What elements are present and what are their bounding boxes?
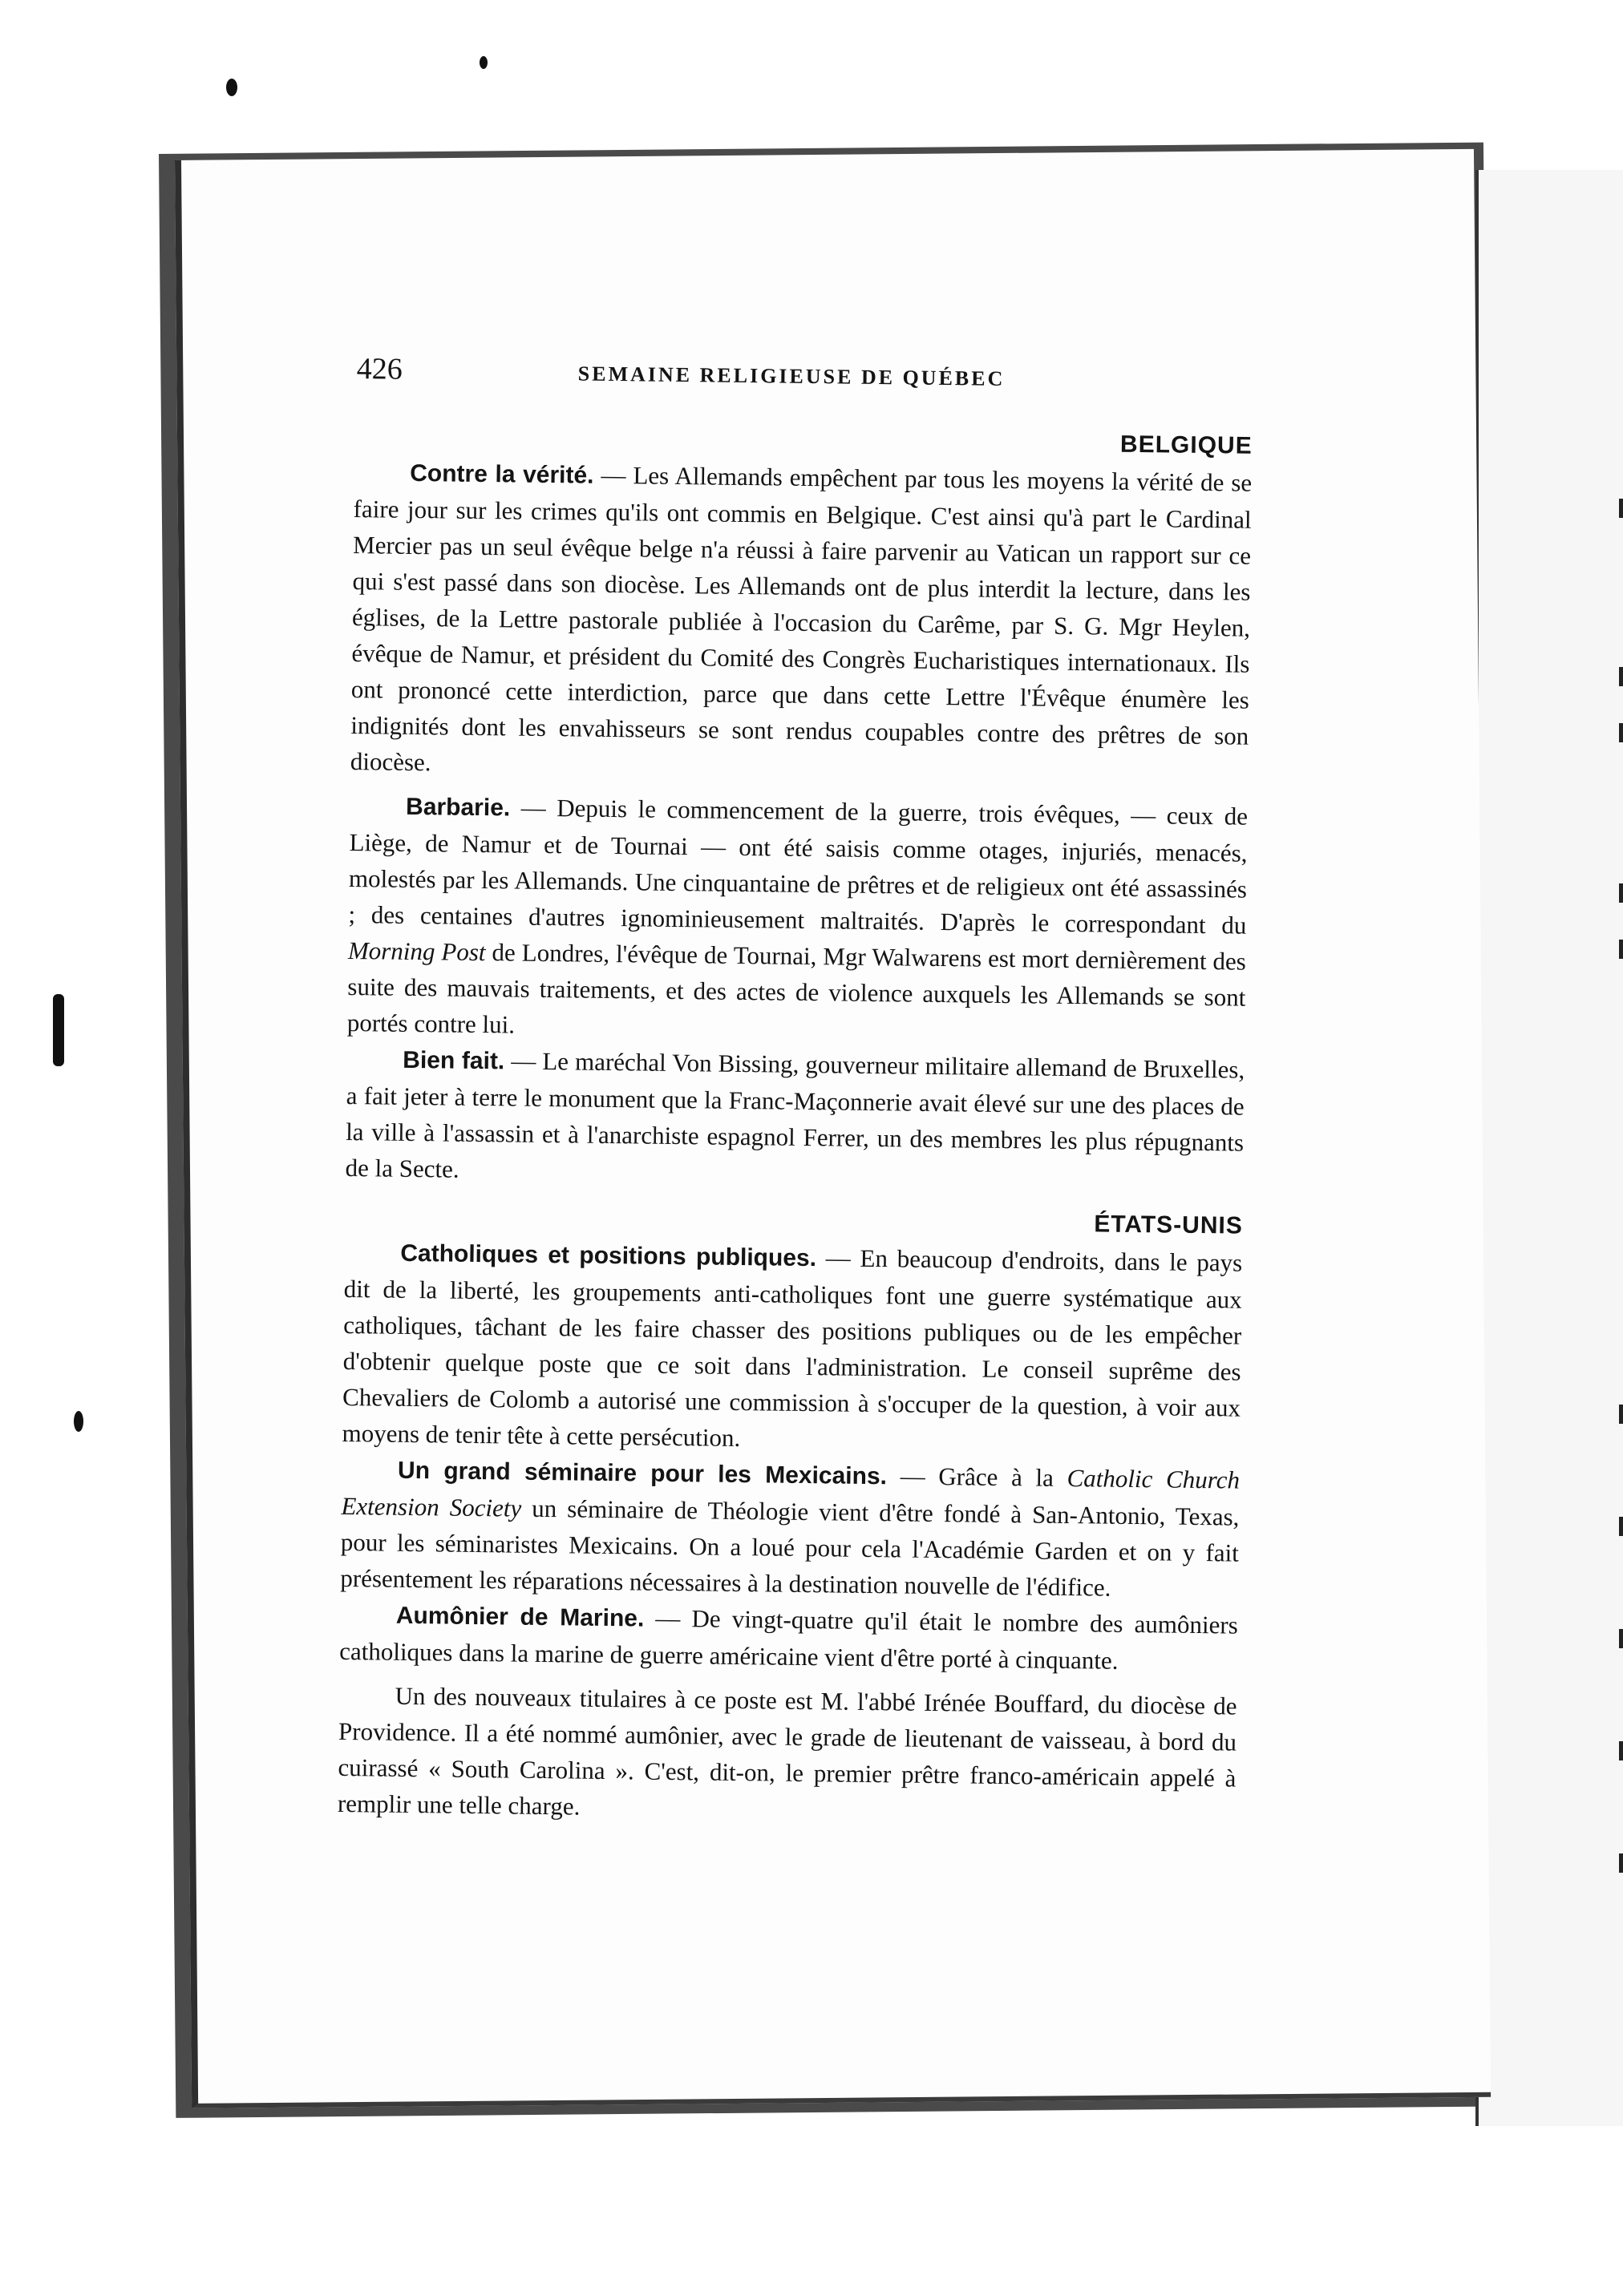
scan-speck (226, 79, 237, 96)
article-bien-fait (345, 1041, 1245, 1197)
facing-page-edge (1475, 170, 1623, 2126)
section-heading-etats-unis: ÉTATS-UNIS (1094, 1211, 1244, 1239)
article-lead: Bien fait. (403, 1046, 505, 1075)
article-aumonier-marine (339, 1596, 1238, 1680)
article-text: de Londres, l'évêque de Tournai, Mgr Walwarens est mort dernièrement des suite des mauvais traitements, et des actes de violence auxquels les Allemands se sont portés contre lui. (346, 938, 1247, 1039)
newspaper-title: Morning Post (347, 936, 486, 967)
article-text: Un des nouveaux titulaires à ce poste est M. l'abbé Irénée Bouffard, du diocèse de Providence. Il a été nommé aumônier, avec le grade de lieutenant de vaisseau, à bord du cuirassé « South Carolina ». C'est, dit-on, le premier prêtre franco-américain appelé à remplir une telle charge. (337, 1681, 1237, 1821)
article-lead: Contre la vérité. (410, 459, 594, 489)
page-number: 426 (356, 352, 403, 386)
page-column (338, 351, 1253, 1833)
article-catholiques-positions (342, 1234, 1242, 1462)
article-lead: Catholiques et positions publiques. (400, 1239, 817, 1272)
scanned-page (175, 149, 1491, 2108)
article-contre-la-verite (350, 454, 1253, 790)
article-grand-seminaire (340, 1451, 1240, 1607)
article-text: — En beaucoup d'endroits, dans le pays dit de la liberté, les groupements anti-catholiques font une guerre systématique aux catholiques, tâchant de les faire chasser des positions publiques ou de les empêcher d'obtenir quelque poste que ce soit dans l'administration. Le conseil suprême des Chevaliers de Colomb a autorisé une commission à s'occuper de la question, à voir aux moyens de tenir tête à cette persécution. (342, 1243, 1243, 1453)
article-text: — De vingt-quatre qu'il était le nombre des aumôniers catholiques dans la marine de guerre américaine vient d'être porté à cinquante. (339, 1603, 1238, 1675)
article-text: — Le maréchal Von Bissing, gouverneur militaire allemand de Bruxelles, a fait jeter à terre le monument que la Franc-Maçonnerie avait élevé sur une des places de la ville à l'assassin et à l'anarchiste espagnol Ferrer, un des membres les plus répugnants de la Secte. (345, 1046, 1245, 1183)
section-heading-belgique: BELGIQUE (1119, 430, 1253, 459)
article-text: — Les Allemands empêchent par tous les moyens la vérité de se faire jour sur les crimes qu'ils ont commis en Belgique. C'est ainsi qu'à part le Cardinal Mercier pas un seul évêque belge n'a réussi à faire parvenir au Vatican un rapport sur ce qui s'est passé dans son diocèse. Les Allemands ont de plus interdit la lecture, dans les églises, de la Lettre pastorale publiée à l'occasion du Carême, par S. G. Mgr Heylen, évêque de Namur, et président du Comité des Congrès Eucharistiques internationaux. Ils ont prononcé cette interdiction, parce que dans cette Lettre l'Évêque énumère les indignités dont les envahisseurs se sont rendus coupables contre des prêtres de son diocèse. (350, 460, 1253, 777)
article-text: — Depuis le commencement de la guerre, trois évêques, — ceux de Liège, de Namur et de Tournai — ont été saisis comme otages, injuriés, menacés, molestés par les Allemands. Une cinquantaine de prêtres et de religieux ont été assassinés ; des centaines d'autres ignominieusement maltraités. D'après le correspondant du (348, 793, 1249, 940)
scan-speck (53, 994, 64, 1066)
article-bouffard (338, 1677, 1237, 1833)
article-lead: Barbarie. (405, 793, 511, 822)
article-text: — Grâce à la (886, 1461, 1067, 1492)
article-lead: Un grand séminaire pour les Mexicains. (397, 1457, 888, 1490)
article-text: un séminaire de Théologie vient d'être fondé à San-Antonio, Texas, pour les séminaristes Mexicains. On a loué pour cela l'Académie Garden et on y fait présentement les réparations nécessaires à la destination nouvelle de l'édifice. (340, 1494, 1240, 1602)
scan-speck (74, 1411, 83, 1432)
society-name: Catholic Church Extension Society (341, 1463, 1241, 1522)
article-lead: Aumônier de Marine. (395, 1602, 645, 1632)
running-title: SEMAINE RELIGIEUSE DE QUÉBEC (577, 362, 1006, 390)
article-barbarie (347, 787, 1249, 1052)
scan-speck (480, 56, 488, 69)
